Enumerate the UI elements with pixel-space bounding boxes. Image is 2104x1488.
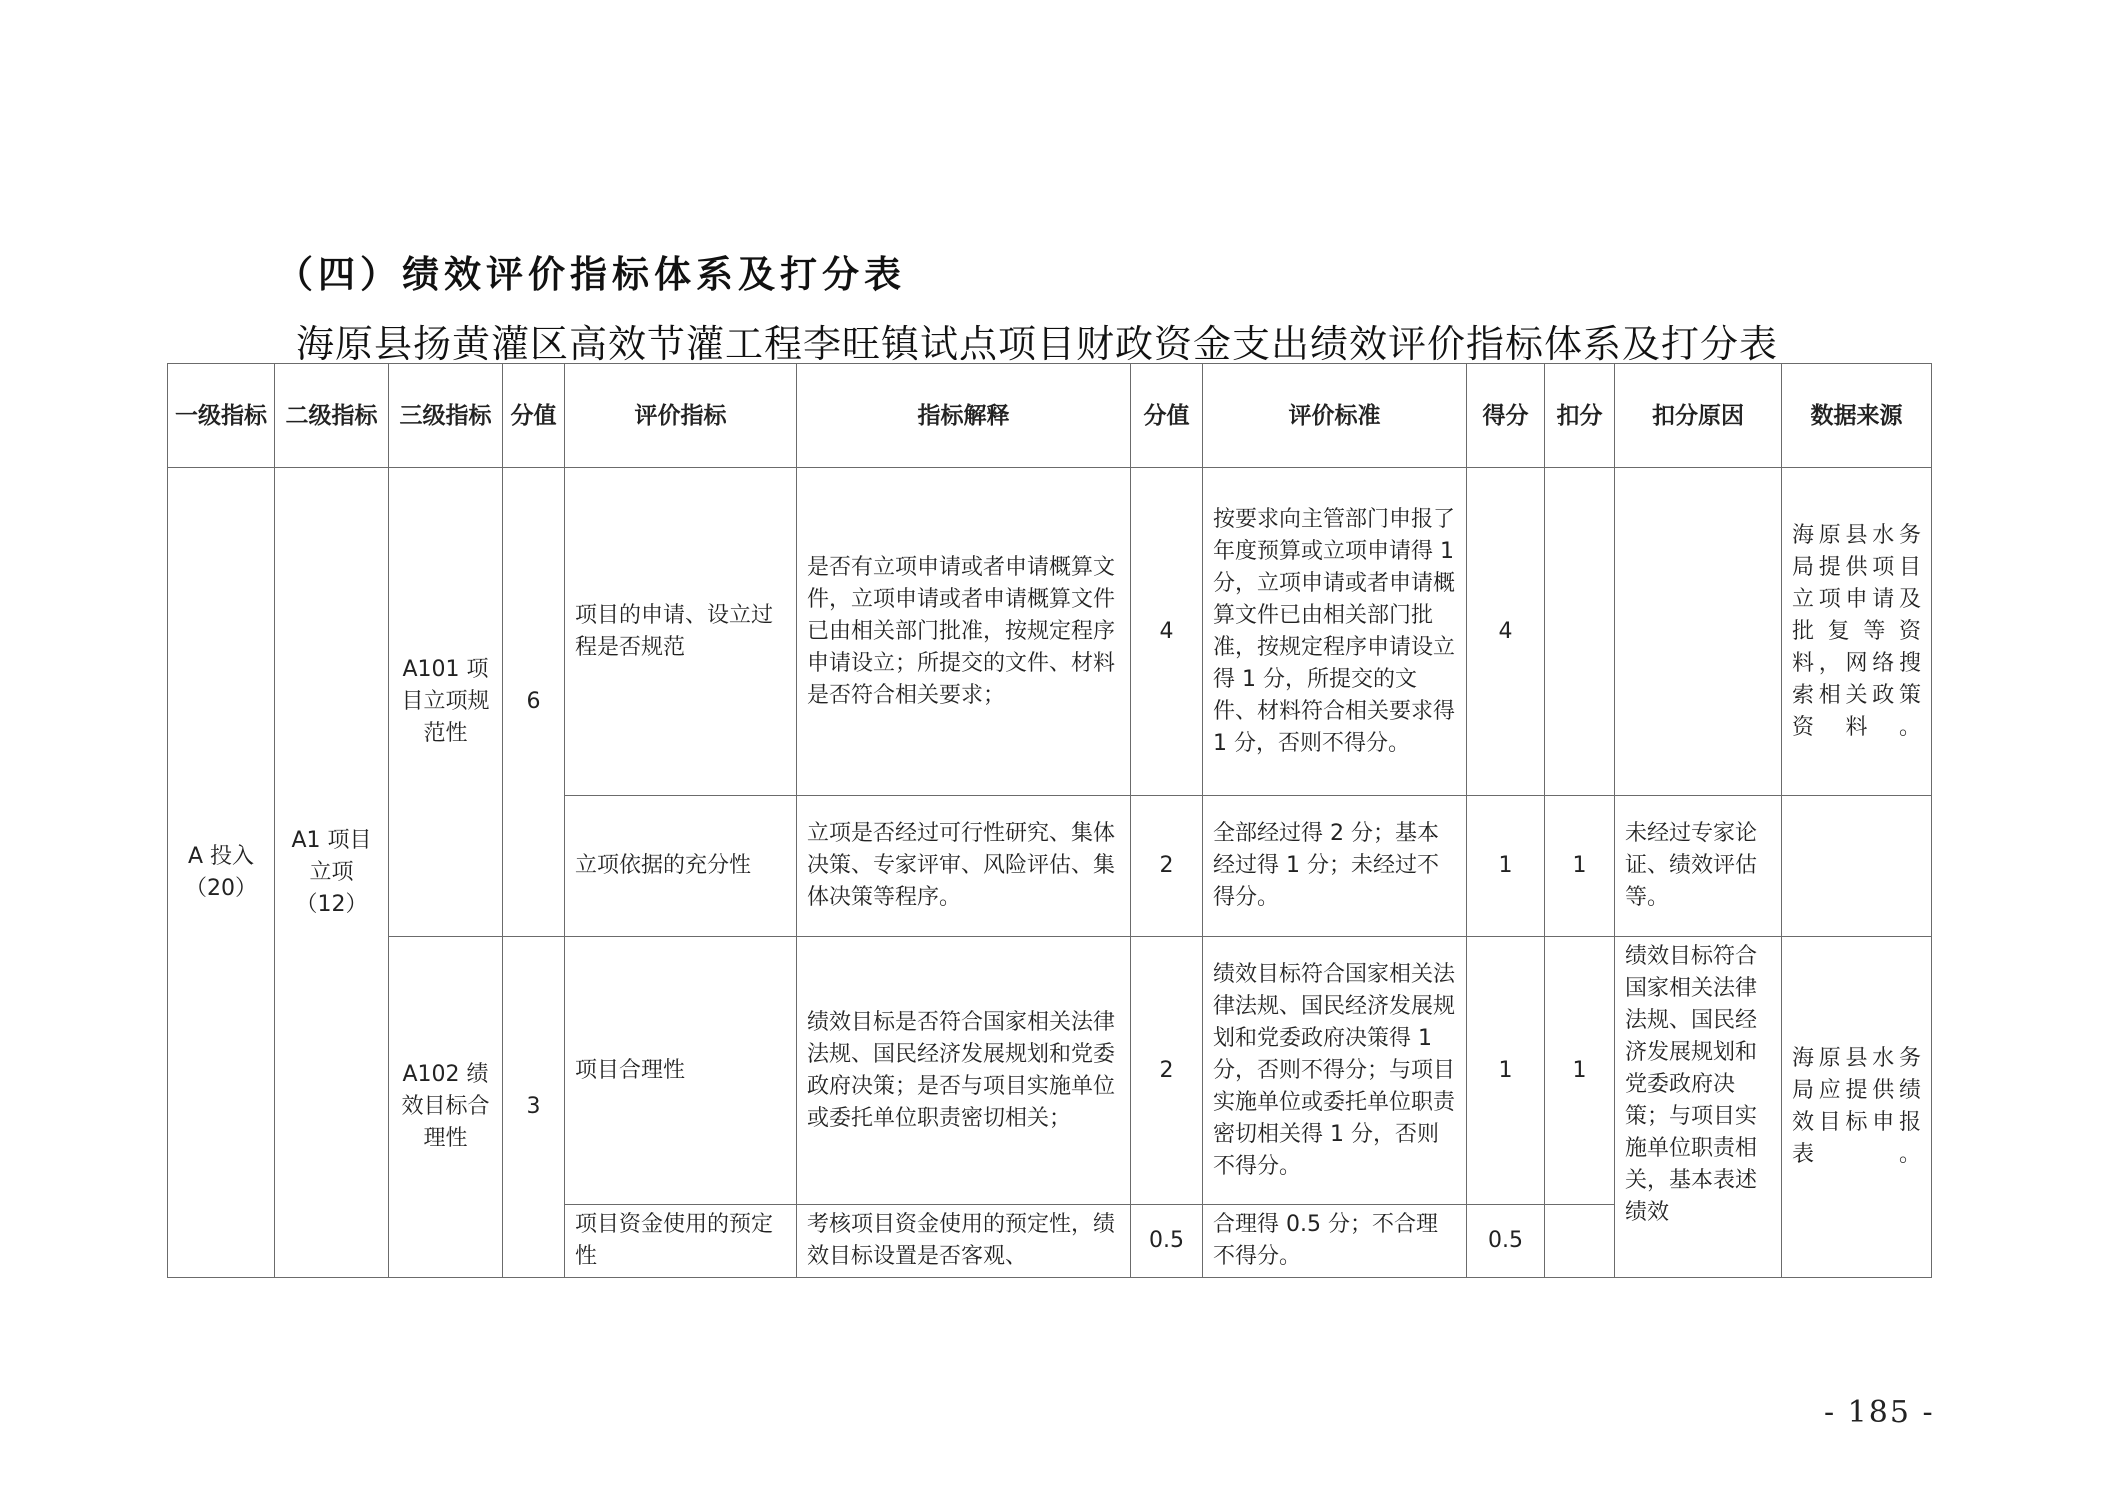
score-cell: 2 — [1131, 796, 1203, 937]
header-weight: 分值 — [503, 364, 565, 468]
header-level1: 一级指标 — [168, 364, 275, 468]
indicator-cell: 项目资金使用的预定性 — [565, 1205, 797, 1278]
reason-cell — [1615, 468, 1782, 796]
source-cell: 海原县水务局提供项目立项申请及批复等资料，网络搜索相关政策资料。 — [1782, 468, 1932, 796]
explanation-cell: 绩效目标是否符合国家相关法律法规、国民经济发展规划和党委政府决策；是否与项目实施单位或委托单位职责密切相关； — [797, 937, 1131, 1205]
indicator-cell: 项目的申请、设立过程是否规范 — [565, 468, 797, 796]
standard-cell: 绩效目标符合国家相关法律法规、国民经济发展规划和党委政府决策得 1 分，否则不得分；与项目实施单位或委托单位职责密切相关得 1 分，否则不得分。 — [1203, 937, 1467, 1205]
a101-weight-cell: 6 — [503, 468, 565, 937]
level2-cell: A1 项目立项（12） — [275, 468, 389, 1278]
header-score: 分值 — [1131, 364, 1203, 468]
header-deduct: 扣分 — [1545, 364, 1615, 468]
score-cell: 2 — [1131, 937, 1203, 1205]
got-cell: 0.5 — [1467, 1205, 1545, 1278]
deduct-cell: 1 — [1545, 796, 1615, 937]
header-level3: 三级指标 — [389, 364, 503, 468]
standard-cell: 合理得 0.5 分；不合理不得分。 — [1203, 1205, 1467, 1278]
header-reason: 扣分原因 — [1615, 364, 1782, 468]
section-title: （四）绩效评价指标体系及打分表 — [276, 253, 906, 296]
a102-weight-cell: 3 — [503, 937, 565, 1278]
got-cell: 1 — [1467, 937, 1545, 1205]
indicator-cell: 项目合理性 — [565, 937, 797, 1205]
source-cell: 海原县水务局应提供绩效目标申报表。 — [1782, 937, 1932, 1278]
score-table — [167, 363, 1932, 1278]
standard-cell: 按要求向主管部门申报了年度预算或立项申请得 1 分，立项申请或者申请概算文件已由相关部门批准，按规定程序申请设立得 1 分，所提交的文件、材料符合相关要求得 1 分，否则不得分。 — [1203, 468, 1467, 796]
level1-cell: A 投入（20） — [168, 468, 275, 1278]
header-source: 数据来源 — [1782, 364, 1932, 468]
indicator-cell: 立项依据的充分性 — [565, 796, 797, 937]
a101-name-cell: A101 项目立项规范性 — [389, 468, 503, 937]
reason-cell: 未经过专家论证、绩效评估等。 — [1615, 796, 1782, 937]
header-explanation: 指标解释 — [797, 364, 1131, 468]
deduct-cell — [1545, 1205, 1615, 1278]
got-cell: 4 — [1467, 468, 1545, 796]
reason-cell: 绩效目标符合国家相关法律法规、国民经济发展规划和党委政府决策；与项目实施单位职责相关，基本表述绩效 — [1615, 937, 1782, 1278]
header-standard: 评价标准 — [1203, 364, 1467, 468]
standard-cell: 全部经过得 2 分；基本经过得 1 分；未经过不得分。 — [1203, 796, 1467, 937]
source-cell — [1782, 796, 1932, 937]
header-level2: 二级指标 — [275, 364, 389, 468]
header-got: 得分 — [1467, 364, 1545, 468]
explanation-cell: 考核项目资金使用的预定性，绩效目标设置是否客观、 — [797, 1205, 1131, 1278]
a102-name-cell: A102 绩效目标合理性 — [389, 937, 503, 1278]
score-cell: 4 — [1131, 468, 1203, 796]
header-indicator: 评价指标 — [565, 364, 797, 468]
explanation-cell: 是否有立项申请或者申请概算文件，立项申请或者申请概算文件已由相关部门批准，按规定程序申请设立；所提交的文件、材料是否符合相关要求； — [797, 468, 1131, 796]
deduct-cell — [1545, 468, 1615, 796]
table-row — [168, 937, 1932, 1205]
table-row — [168, 468, 1932, 796]
deduct-cell: 1 — [1545, 937, 1615, 1205]
header-row — [168, 364, 1932, 468]
explanation-cell: 立项是否经过可行性研究、集体决策、专家评审、风险评估、集体决策等程序。 — [797, 796, 1131, 937]
page-number: - 185 - — [1824, 1395, 1935, 1430]
got-cell: 1 — [1467, 796, 1545, 937]
table-title: 海原县扬黄灌区高效节灌工程李旺镇试点项目财政资金支出绩效评价指标体系及打分表 — [296, 322, 1779, 366]
score-cell: 0.5 — [1131, 1205, 1203, 1278]
